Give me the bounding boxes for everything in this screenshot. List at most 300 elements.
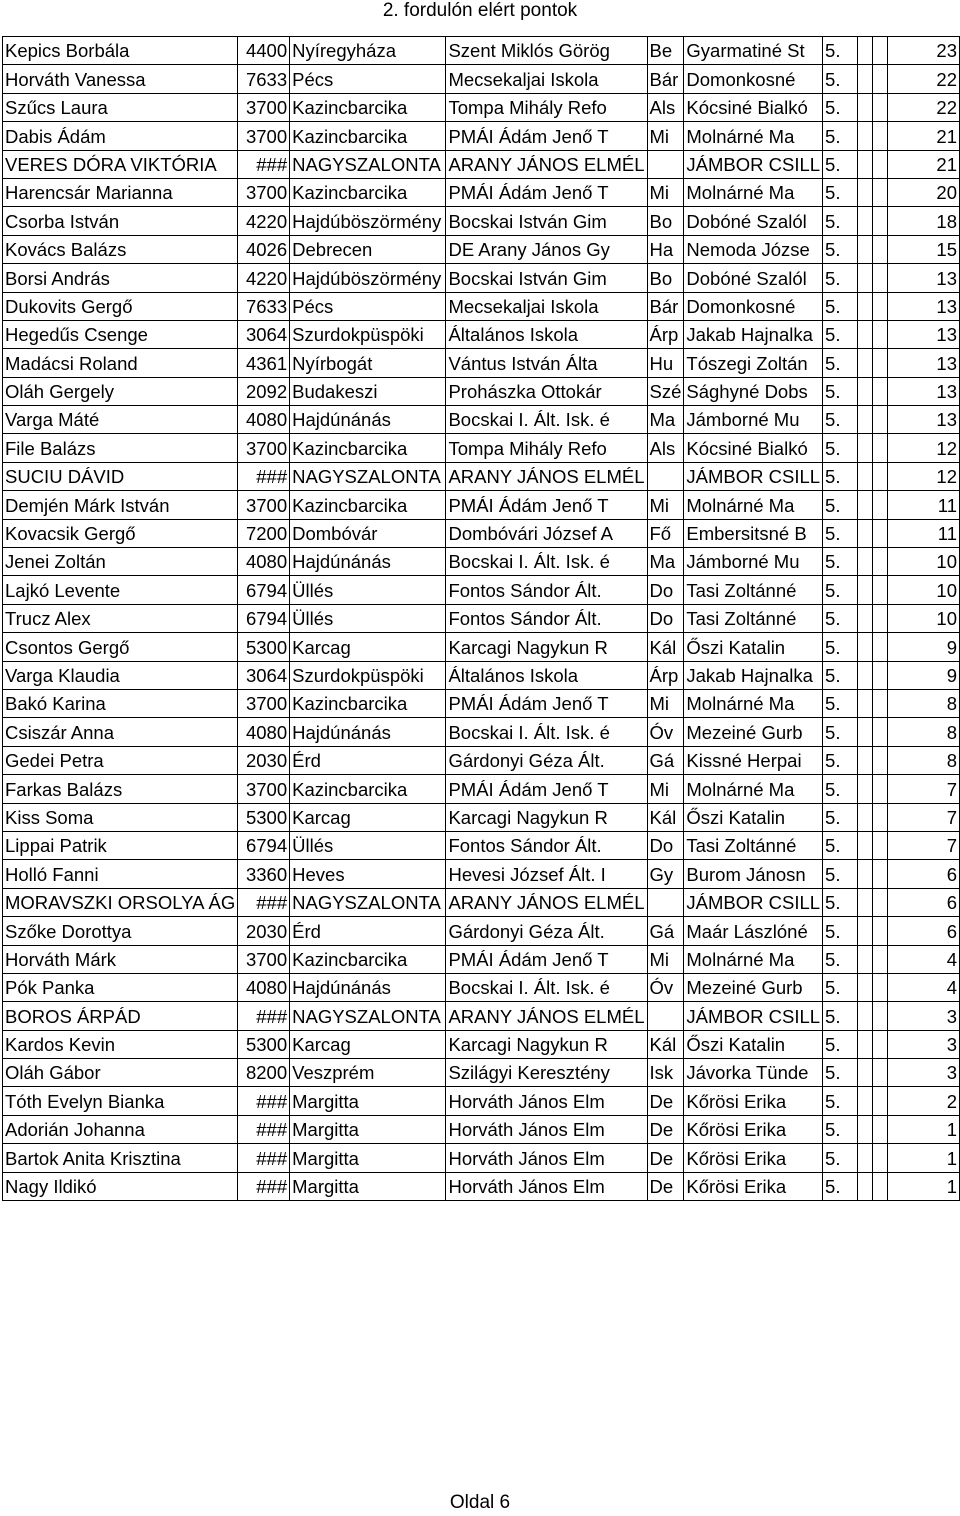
city-cell: Nyírbogát — [290, 349, 446, 377]
school-cell: Karcagi Nagykun R — [446, 1030, 647, 1058]
zip-cell: 3064 — [238, 320, 290, 348]
empty-cell-b — [873, 945, 888, 973]
name-cell: Harencsár Marianna — [3, 178, 238, 206]
empty-cell-a — [858, 1172, 873, 1200]
grade-cell: 5. — [823, 576, 858, 604]
city-cell: Hajdúböszörmény — [290, 207, 446, 235]
city-cell: Üllés — [290, 576, 446, 604]
teacher-cell: Sághyné Dobs — [684, 377, 823, 405]
points-cell: 11 — [887, 491, 959, 519]
name-cell: SUCIU DÁVID — [3, 462, 238, 490]
points-cell: 1 — [887, 1115, 959, 1143]
points-cell: 8 — [887, 689, 959, 717]
table-row — [3, 775, 960, 803]
grade-cell: 5. — [823, 377, 858, 405]
zip-cell: ### — [238, 1115, 290, 1143]
school-cell: ARANY JÁNOS ELMÉL — [446, 1002, 647, 1030]
table-row — [3, 1115, 960, 1143]
zip-cell: 4080 — [238, 406, 290, 434]
table-row — [3, 1030, 960, 1058]
table-row — [3, 1059, 960, 1087]
grade-cell: 5. — [823, 718, 858, 746]
school-extra-cell: Hu — [647, 349, 684, 377]
school-cell: Általános Iskola — [446, 661, 647, 689]
teacher-cell: Domonkosné — [684, 292, 823, 320]
name-cell: VERES DÓRA VIKTÓRIA — [3, 150, 238, 178]
city-cell: Kazincbarcika — [290, 93, 446, 121]
city-cell: Karcag — [290, 633, 446, 661]
name-cell: Szűcs Laura — [3, 93, 238, 121]
points-cell: 6 — [887, 860, 959, 888]
school-cell: Karcagi Nagykun R — [446, 803, 647, 831]
zip-cell: 3700 — [238, 491, 290, 519]
school-cell: PMÁI Ádám Jenő T — [446, 775, 647, 803]
school-extra-cell: Mi — [647, 689, 684, 717]
name-cell: Csorba István — [3, 207, 238, 235]
empty-cell-a — [858, 860, 873, 888]
city-cell: Üllés — [290, 831, 446, 859]
zip-cell: 4026 — [238, 235, 290, 263]
table-row — [3, 1087, 960, 1115]
school-cell: Szilágyi Keresztény — [446, 1059, 647, 1087]
name-cell: Adorián Johanna — [3, 1115, 238, 1143]
table-row — [3, 604, 960, 632]
name-cell: Lajkó Levente — [3, 576, 238, 604]
empty-cell-b — [873, 1002, 888, 1030]
grade-cell: 5. — [823, 1059, 858, 1087]
empty-cell-b — [873, 292, 888, 320]
grade-cell: 5. — [823, 973, 858, 1001]
name-cell: Kovacsik Gergő — [3, 519, 238, 547]
empty-cell-b — [873, 718, 888, 746]
school-cell: PMÁI Ádám Jenő T — [446, 689, 647, 717]
empty-cell-b — [873, 888, 888, 916]
zip-cell: 4080 — [238, 548, 290, 576]
name-cell: Szőke Dorottya — [3, 917, 238, 945]
empty-cell-a — [858, 746, 873, 774]
school-extra-cell: Gá — [647, 746, 684, 774]
grade-cell: 5. — [823, 320, 858, 348]
school-cell: Bocskai I. Ált. Isk. é — [446, 406, 647, 434]
points-cell: 4 — [887, 973, 959, 1001]
grade-cell: 5. — [823, 292, 858, 320]
empty-cell-a — [858, 718, 873, 746]
zip-cell: 3700 — [238, 945, 290, 973]
points-cell: 13 — [887, 377, 959, 405]
empty-cell-a — [858, 689, 873, 717]
table-row — [3, 519, 960, 547]
empty-cell-b — [873, 1115, 888, 1143]
table-row — [3, 945, 960, 973]
empty-cell-b — [873, 917, 888, 945]
points-cell: 7 — [887, 803, 959, 831]
table-row — [3, 548, 960, 576]
teacher-cell: Kőrösi Erika — [684, 1172, 823, 1200]
school-extra-cell: Bár — [647, 65, 684, 93]
zip-cell: 5300 — [238, 1030, 290, 1058]
zip-cell: ### — [238, 1144, 290, 1172]
empty-cell-a — [858, 93, 873, 121]
empty-cell-a — [858, 65, 873, 93]
table-row — [3, 633, 960, 661]
city-cell: Kazincbarcika — [290, 491, 446, 519]
empty-cell-b — [873, 93, 888, 121]
table-row — [3, 491, 960, 519]
grade-cell: 5. — [823, 1172, 858, 1200]
table-row — [3, 1172, 960, 1200]
zip-cell: 6794 — [238, 576, 290, 604]
school-cell: DE Arany János Gy — [446, 235, 647, 263]
points-cell: 15 — [887, 235, 959, 263]
points-cell: 2 — [887, 1087, 959, 1115]
school-cell: Prohászka Ottokár — [446, 377, 647, 405]
grade-cell: 5. — [823, 689, 858, 717]
school-cell: Bocskai István Gim — [446, 207, 647, 235]
name-cell: Holló Fanni — [3, 860, 238, 888]
empty-cell-a — [858, 661, 873, 689]
zip-cell: ### — [238, 1172, 290, 1200]
city-cell: Szurdokpüspöki — [290, 320, 446, 348]
zip-cell: 3064 — [238, 661, 290, 689]
school-cell: Horváth János Elm — [446, 1115, 647, 1143]
teacher-cell: Nemoda Józse — [684, 235, 823, 263]
empty-cell-b — [873, 434, 888, 462]
city-cell: Szurdokpüspöki — [290, 661, 446, 689]
city-cell: Üllés — [290, 604, 446, 632]
empty-cell-b — [873, 1172, 888, 1200]
teacher-cell: Kőrösi Erika — [684, 1144, 823, 1172]
points-cell: 10 — [887, 576, 959, 604]
points-cell: 11 — [887, 519, 959, 547]
school-extra-cell: Gy — [647, 860, 684, 888]
empty-cell-b — [873, 519, 888, 547]
school-extra-cell: Óv — [647, 718, 684, 746]
school-extra-cell: De — [647, 1144, 684, 1172]
empty-cell-b — [873, 406, 888, 434]
city-cell: Kazincbarcika — [290, 122, 446, 150]
school-cell: Általános Iskola — [446, 320, 647, 348]
school-cell: Horváth János Elm — [446, 1087, 647, 1115]
points-cell: 1 — [887, 1172, 959, 1200]
school-cell: Mecsekaljai Iskola — [446, 65, 647, 93]
empty-cell-b — [873, 831, 888, 859]
table-row — [3, 178, 960, 206]
table-row — [3, 320, 960, 348]
table-row — [3, 406, 960, 434]
city-cell: Margitta — [290, 1144, 446, 1172]
empty-cell-a — [858, 775, 873, 803]
empty-cell-b — [873, 576, 888, 604]
empty-cell-a — [858, 519, 873, 547]
school-extra-cell: De — [647, 1115, 684, 1143]
city-cell: Veszprém — [290, 1059, 446, 1087]
grade-cell: 5. — [823, 661, 858, 689]
school-cell: Horváth János Elm — [446, 1144, 647, 1172]
grade-cell: 5. — [823, 235, 858, 263]
school-cell: Fontos Sándor Ált. — [446, 576, 647, 604]
grade-cell: 5. — [823, 945, 858, 973]
school-cell: Gárdonyi Géza Ált. — [446, 746, 647, 774]
points-cell: 18 — [887, 207, 959, 235]
empty-cell-a — [858, 434, 873, 462]
points-cell: 3 — [887, 1030, 959, 1058]
city-cell: Hajdúböszörmény — [290, 264, 446, 292]
school-cell: Fontos Sándor Ált. — [446, 831, 647, 859]
grade-cell: 5. — [823, 633, 858, 661]
points-cell: 9 — [887, 633, 959, 661]
school-extra-cell: Bo — [647, 264, 684, 292]
school-cell: Mecsekaljai Iskola — [446, 292, 647, 320]
city-cell: Margitta — [290, 1172, 446, 1200]
school-extra-cell: Ma — [647, 548, 684, 576]
school-extra-cell: Isk — [647, 1059, 684, 1087]
school-extra-cell: Kál — [647, 1030, 684, 1058]
grade-cell: 5. — [823, 860, 858, 888]
zip-cell: 3700 — [238, 178, 290, 206]
teacher-cell: Jámborné Mu — [684, 548, 823, 576]
empty-cell-b — [873, 150, 888, 178]
name-cell: Oláh Gábor — [3, 1059, 238, 1087]
points-cell: 22 — [887, 65, 959, 93]
city-cell: NAGYSZALONTA — [290, 150, 446, 178]
points-cell: 8 — [887, 746, 959, 774]
zip-cell: 8200 — [238, 1059, 290, 1087]
name-cell: Kardos Kevin — [3, 1030, 238, 1058]
grade-cell: 5. — [823, 150, 858, 178]
school-cell: Karcagi Nagykun R — [446, 633, 647, 661]
city-cell: NAGYSZALONTA — [290, 888, 446, 916]
teacher-cell: Molnárné Ma — [684, 945, 823, 973]
grade-cell: 5. — [823, 65, 858, 93]
name-cell: Varga Máté — [3, 406, 238, 434]
school-cell: PMÁI Ádám Jenő T — [446, 122, 647, 150]
empty-cell-a — [858, 150, 873, 178]
points-cell: 22 — [887, 93, 959, 121]
school-extra-cell: Mi — [647, 178, 684, 206]
teacher-cell: Kőrösi Erika — [684, 1087, 823, 1115]
teacher-cell: Tasi Zoltánné — [684, 576, 823, 604]
school-extra-cell: Als — [647, 434, 684, 462]
grade-cell: 5. — [823, 519, 858, 547]
empty-cell-a — [858, 37, 873, 65]
teacher-cell: Maár Lászlóné — [684, 917, 823, 945]
points-cell: 13 — [887, 292, 959, 320]
zip-cell: 7633 — [238, 65, 290, 93]
name-cell: Horváth Vanessa — [3, 65, 238, 93]
school-extra-cell: Árp — [647, 320, 684, 348]
empty-cell-a — [858, 604, 873, 632]
table-row — [3, 718, 960, 746]
teacher-cell: Burom Jánosn — [684, 860, 823, 888]
empty-cell-a — [858, 264, 873, 292]
school-cell: ARANY JÁNOS ELMÉL — [446, 888, 647, 916]
school-extra-cell: Mi — [647, 775, 684, 803]
table-row — [3, 150, 960, 178]
name-cell: Borsi András — [3, 264, 238, 292]
table-row — [3, 917, 960, 945]
empty-cell-b — [873, 462, 888, 490]
teacher-cell: Molnárné Ma — [684, 775, 823, 803]
empty-cell-b — [873, 1059, 888, 1087]
empty-cell-b — [873, 633, 888, 661]
table-row — [3, 434, 960, 462]
name-cell: Dukovits Gergő — [3, 292, 238, 320]
teacher-cell: Mezeiné Gurb — [684, 973, 823, 1001]
school-extra-cell: Gá — [647, 917, 684, 945]
school-extra-cell: Mi — [647, 122, 684, 150]
school-cell: Gárdonyi Géza Ált. — [446, 917, 647, 945]
teacher-cell: Tasi Zoltánné — [684, 604, 823, 632]
city-cell: NAGYSZALONTA — [290, 1002, 446, 1030]
grade-cell: 5. — [823, 1144, 858, 1172]
zip-cell: 4080 — [238, 973, 290, 1001]
city-cell: Kazincbarcika — [290, 434, 446, 462]
table-row — [3, 462, 960, 490]
name-cell: Gedei Petra — [3, 746, 238, 774]
empty-cell-b — [873, 1030, 888, 1058]
grade-cell: 5. — [823, 548, 858, 576]
empty-cell-a — [858, 633, 873, 661]
table-row — [3, 37, 960, 65]
empty-cell-b — [873, 1144, 888, 1172]
zip-cell: 5300 — [238, 803, 290, 831]
grade-cell: 5. — [823, 1002, 858, 1030]
empty-cell-a — [858, 349, 873, 377]
teacher-cell: Kőrösi Erika — [684, 1115, 823, 1143]
empty-cell-b — [873, 264, 888, 292]
name-cell: Pók Panka — [3, 973, 238, 1001]
name-cell: Kiss Soma — [3, 803, 238, 831]
teacher-cell: Molnárné Ma — [684, 491, 823, 519]
name-cell: MORAVSZKI ORSOLYA ÁG — [3, 888, 238, 916]
school-cell: PMÁI Ádám Jenő T — [446, 491, 647, 519]
empty-cell-a — [858, 377, 873, 405]
table-row — [3, 661, 960, 689]
points-cell: 7 — [887, 831, 959, 859]
school-cell: PMÁI Ádám Jenő T — [446, 178, 647, 206]
name-cell: Tóth Evelyn Bianka — [3, 1087, 238, 1115]
empty-cell-a — [858, 292, 873, 320]
empty-cell-b — [873, 1087, 888, 1115]
school-extra-cell — [647, 888, 684, 916]
grade-cell: 5. — [823, 178, 858, 206]
name-cell: Trucz Alex — [3, 604, 238, 632]
name-cell: Kepics Borbála — [3, 37, 238, 65]
city-cell: NAGYSZALONTA — [290, 462, 446, 490]
name-cell: Bartok Anita Krisztina — [3, 1144, 238, 1172]
teacher-cell: Molnárné Ma — [684, 689, 823, 717]
school-cell: Tompa Mihály Refo — [446, 93, 647, 121]
city-cell: Hajdúnánás — [290, 973, 446, 1001]
grade-cell: 5. — [823, 1115, 858, 1143]
school-extra-cell: Do — [647, 831, 684, 859]
zip-cell: 2030 — [238, 917, 290, 945]
school-extra-cell: Mi — [647, 945, 684, 973]
school-cell: Fontos Sándor Ált. — [446, 604, 647, 632]
city-cell: Debrecen — [290, 235, 446, 263]
grade-cell: 5. — [823, 406, 858, 434]
table-row — [3, 292, 960, 320]
page-footer: Oldal 6 — [449, 1492, 511, 1513]
points-cell: 13 — [887, 349, 959, 377]
teacher-cell: Tasi Zoltánné — [684, 831, 823, 859]
grade-cell: 5. — [823, 462, 858, 490]
city-cell: Dombóvár — [290, 519, 446, 547]
city-cell: Kazincbarcika — [290, 775, 446, 803]
grade-cell: 5. — [823, 803, 858, 831]
school-extra-cell: Kál — [647, 803, 684, 831]
name-cell: Madácsi Roland — [3, 349, 238, 377]
school-extra-cell — [647, 150, 684, 178]
grade-cell: 5. — [823, 207, 858, 235]
school-extra-cell — [647, 462, 684, 490]
city-cell: Kazincbarcika — [290, 178, 446, 206]
grade-cell: 5. — [823, 37, 858, 65]
empty-cell-b — [873, 207, 888, 235]
grade-cell: 5. — [823, 917, 858, 945]
empty-cell-a — [858, 945, 873, 973]
table-row — [3, 377, 960, 405]
empty-cell-b — [873, 178, 888, 206]
points-cell: 23 — [887, 37, 959, 65]
grade-cell: 5. — [823, 434, 858, 462]
zip-cell: 3700 — [238, 122, 290, 150]
city-cell: Nyíregyháza — [290, 37, 446, 65]
zip-cell: ### — [238, 462, 290, 490]
zip-cell: 7200 — [238, 519, 290, 547]
points-cell: 3 — [887, 1002, 959, 1030]
zip-cell: 6794 — [238, 604, 290, 632]
school-extra-cell: Bo — [647, 207, 684, 235]
points-cell: 8 — [887, 718, 959, 746]
teacher-cell: Jámborné Mu — [684, 406, 823, 434]
empty-cell-b — [873, 491, 888, 519]
city-cell: Heves — [290, 860, 446, 888]
zip-cell: 2092 — [238, 377, 290, 405]
name-cell: Nagy Ildikó — [3, 1172, 238, 1200]
points-cell: 13 — [887, 406, 959, 434]
empty-cell-b — [873, 548, 888, 576]
city-cell: Karcag — [290, 1030, 446, 1058]
name-cell: Csontos Gergő — [3, 633, 238, 661]
city-cell: Karcag — [290, 803, 446, 831]
school-extra-cell: Be — [647, 37, 684, 65]
school-extra-cell: Do — [647, 576, 684, 604]
zip-cell: 3700 — [238, 93, 290, 121]
city-cell: Érd — [290, 917, 446, 945]
points-cell: 21 — [887, 122, 959, 150]
name-cell: Jenei Zoltán — [3, 548, 238, 576]
table-row — [3, 576, 960, 604]
school-cell: Dombóvári József A — [446, 519, 647, 547]
empty-cell-a — [858, 973, 873, 1001]
grade-cell: 5. — [823, 746, 858, 774]
city-cell: Érd — [290, 746, 446, 774]
empty-cell-b — [873, 349, 888, 377]
teacher-cell: JÁMBOR CSILL — [684, 462, 823, 490]
table-row — [3, 831, 960, 859]
zip-cell: 7633 — [238, 292, 290, 320]
city-cell: Kazincbarcika — [290, 689, 446, 717]
teacher-cell: Dobóné Szalól — [684, 264, 823, 292]
points-cell: 10 — [887, 604, 959, 632]
teacher-cell: Kócsiné Bialkó — [684, 93, 823, 121]
zip-cell: 3700 — [238, 434, 290, 462]
empty-cell-a — [858, 1002, 873, 1030]
table-row — [3, 65, 960, 93]
city-cell: Pécs — [290, 292, 446, 320]
name-cell: File Balázs — [3, 434, 238, 462]
